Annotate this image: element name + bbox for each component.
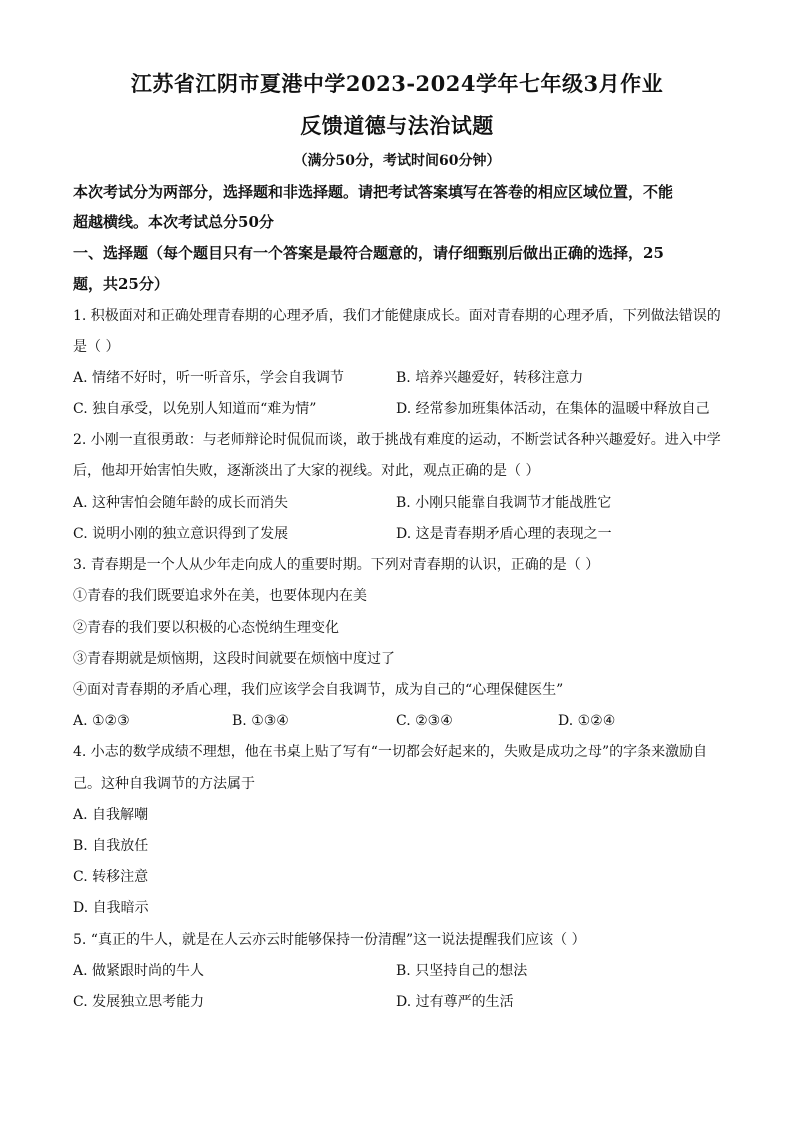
section-heading-line2: 题，共25分） <box>73 275 169 293</box>
question-1-option-b: B. 培养兴趣爱好，转移注意力 <box>396 370 584 386</box>
instructions-line2: 超越横线。本次考试总分50分 <box>73 213 274 231</box>
instructions-line1: 本次考试分为两部分，选择题和非选择题。请把考试答案填写在答卷的相应区域位置，不能 <box>73 183 674 201</box>
question-3-stem-line1: 3. 青春期是一个人从少年走向成人的重要时期。下列对青春期的认识，正确的是（ ） <box>73 557 600 573</box>
question-2-option-d: D. 这是青春期矛盾心理的表现之一 <box>396 526 612 542</box>
question-3-statement-4: ④面对青春期的矛盾心理，我们应该学会自我调节，成为自己的“心理保健医生” <box>73 682 564 698</box>
question-2-option-a: A. 这种害怕会随年龄的成长而消失 <box>73 495 289 511</box>
question-2-option-c: C. 说明小刚的独立意识得到了发展 <box>73 526 289 542</box>
question-5-option-a: A. 做紧跟时尚的牛人 <box>73 963 205 979</box>
question-4-stem-line1: 4. 小志的数学成绩不理想，他在书桌上贴了写有“一切都会好起来的，失败是成功之母”的字条来激励自 <box>73 744 708 760</box>
question-1-stem-line2: 是（ ） <box>73 339 120 355</box>
question-3-statement-2: ②青春的我们要以积极的心态悦纳生理变化 <box>73 620 339 636</box>
question-3-option-d: D. ①②④ <box>558 713 616 729</box>
question-3-statement-1: ①青春的我们既要追求外在美，也要体现内在美 <box>73 588 367 604</box>
question-4-option-d: D. 自我暗示 <box>73 900 149 916</box>
question-2-option-b: B. 小刚只能靠自我调节才能战胜它 <box>396 495 612 511</box>
question-1-stem-line1: 1. 积极面对和正确处理青春期的心理矛盾，我们才能健康成长。面对青春期的心理矛盾，下列做法错误的 <box>73 308 721 324</box>
question-4-option-b: B. 自我放任 <box>73 838 149 854</box>
exam-subtitle: （满分50分，考试时间60分钟） <box>293 153 501 169</box>
question-2-stem-line2: 后，他却开始害怕失败，逐渐淡出了大家的视线。对此，观点正确的是（ ） <box>73 463 540 479</box>
question-5-option-b: B. 只坚持自己的想法 <box>396 963 528 979</box>
question-4-option-a: A. 自我解嘲 <box>73 807 149 823</box>
question-3-option-a: A. ①②③ <box>73 713 130 729</box>
question-4-stem-line2: 己。这种自我调节的方法属于 <box>73 776 255 792</box>
question-1-option-a: A. 情绪不好时，听一听音乐，学会自我调节 <box>73 370 345 386</box>
question-2-stem-line1: 2. 小刚一直很勇敢：与老师辩论时侃侃而谈，敢于挑战有难度的运动，不断尝试各种兴趣爱好。进入中学 <box>73 432 721 448</box>
question-5-option-c: C. 发展独立思考能力 <box>73 994 205 1010</box>
question-3-statement-3: ③青春期就是烦恼期，这段时间就要在烦恼中度过了 <box>73 651 395 667</box>
exam-title-line1: 江苏省江阴市夏港中学2023-2024学年七年级3月作业 <box>130 71 664 96</box>
exam-title-line2: 反馈道德与法治试题 <box>300 113 494 138</box>
question-4-option-c: C. 转移注意 <box>73 869 149 885</box>
section-heading-line1: 一、选择题（每个题目只有一个答案是最符合题意的，请仔细甄别后做出正确的选择，25 <box>73 244 664 262</box>
question-1-option-c: C. 独自承受，以免别人知道而“难为情” <box>73 401 317 417</box>
question-3-option-c: C. ②③④ <box>396 713 453 729</box>
question-3-option-b: B. ①③④ <box>232 713 289 729</box>
question-5-stem: 5. “真正的牛人，就是在人云亦云时能够保持一份清醒”这一说法提醒我们应该（ ） <box>73 932 586 948</box>
question-1-option-d: D. 经常参加班集体活动，在集体的温暖中释放自己 <box>396 401 710 417</box>
question-5-option-d: D. 过有尊严的生活 <box>396 994 514 1010</box>
